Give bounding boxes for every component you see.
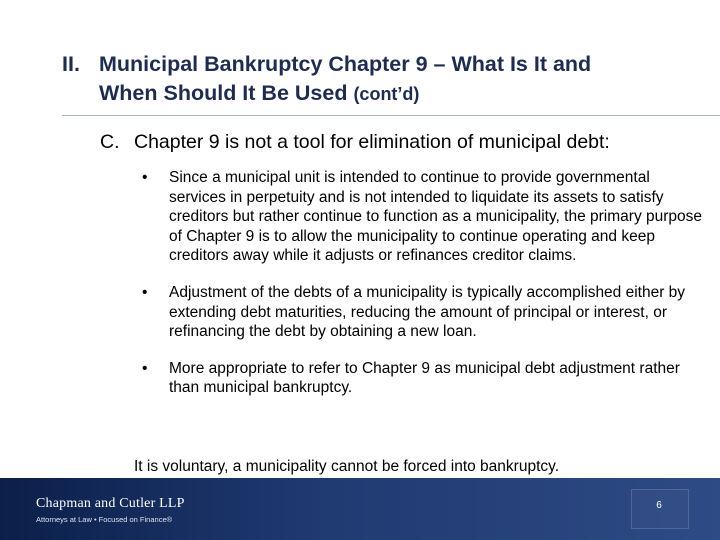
bullet-icon: • — [142, 283, 148, 301]
bullet-icon: • — [142, 169, 148, 186]
page-number: 6 — [656, 500, 662, 511]
bullet-text: Since a municipal unit is intended to continue to provide governmental services in perpetuity and is not intended to liquidate its assets to satisfy creditors but rather continue to function as a municipality, the primary purpose of Chapter 9 is to allow the municipality to continue operating and keep creditors away while it adjusts or refinances creditor claims. — [169, 169, 703, 265]
firm-logo — [36, 496, 185, 524]
bullet-text: More appropriate to refer to Chapter 9 as municipal debt adjustment rather than municipal bankruptcy. — [169, 359, 680, 397]
bullet-item — [142, 168, 702, 266]
slide-title — [62, 50, 712, 109]
title-suffix: (cont’d) — [353, 84, 420, 104]
title-divider — [62, 115, 720, 116]
bullet-item — [142, 359, 702, 398]
bullet-item — [142, 283, 702, 342]
section-letter: C. — [100, 131, 120, 153]
bullet-icon: • — [142, 359, 148, 377]
title-text-1: Municipal Bankruptcy Chapter 9 – What Is It and — [99, 52, 592, 76]
section-heading-text: Chapter 9 is not a tool for elimination of municipal debt: — [134, 131, 610, 153]
section-heading — [100, 130, 710, 154]
firm-name: Chapman and Cutler LLP — [36, 496, 185, 511]
closing-statement: It is voluntary, a municipality cannot be forced into bankruptcy. — [134, 458, 560, 475]
firm-tagline: Attorneys at Law • Focused on Finance® — [36, 515, 173, 524]
bullet-text: Adjustment of the debts of a municipality is typically accomplished either by extending debt maturities, reducing the amount of principal or interest, or refinancing the debt by obtaining a new loan. — [169, 283, 686, 341]
title-text-2: When Should It Be Used — [99, 81, 348, 105]
title-number: II. — [62, 52, 80, 76]
title-line-1 — [62, 50, 712, 79]
title-line-2 — [62, 79, 712, 109]
bullet-list — [142, 168, 702, 415]
